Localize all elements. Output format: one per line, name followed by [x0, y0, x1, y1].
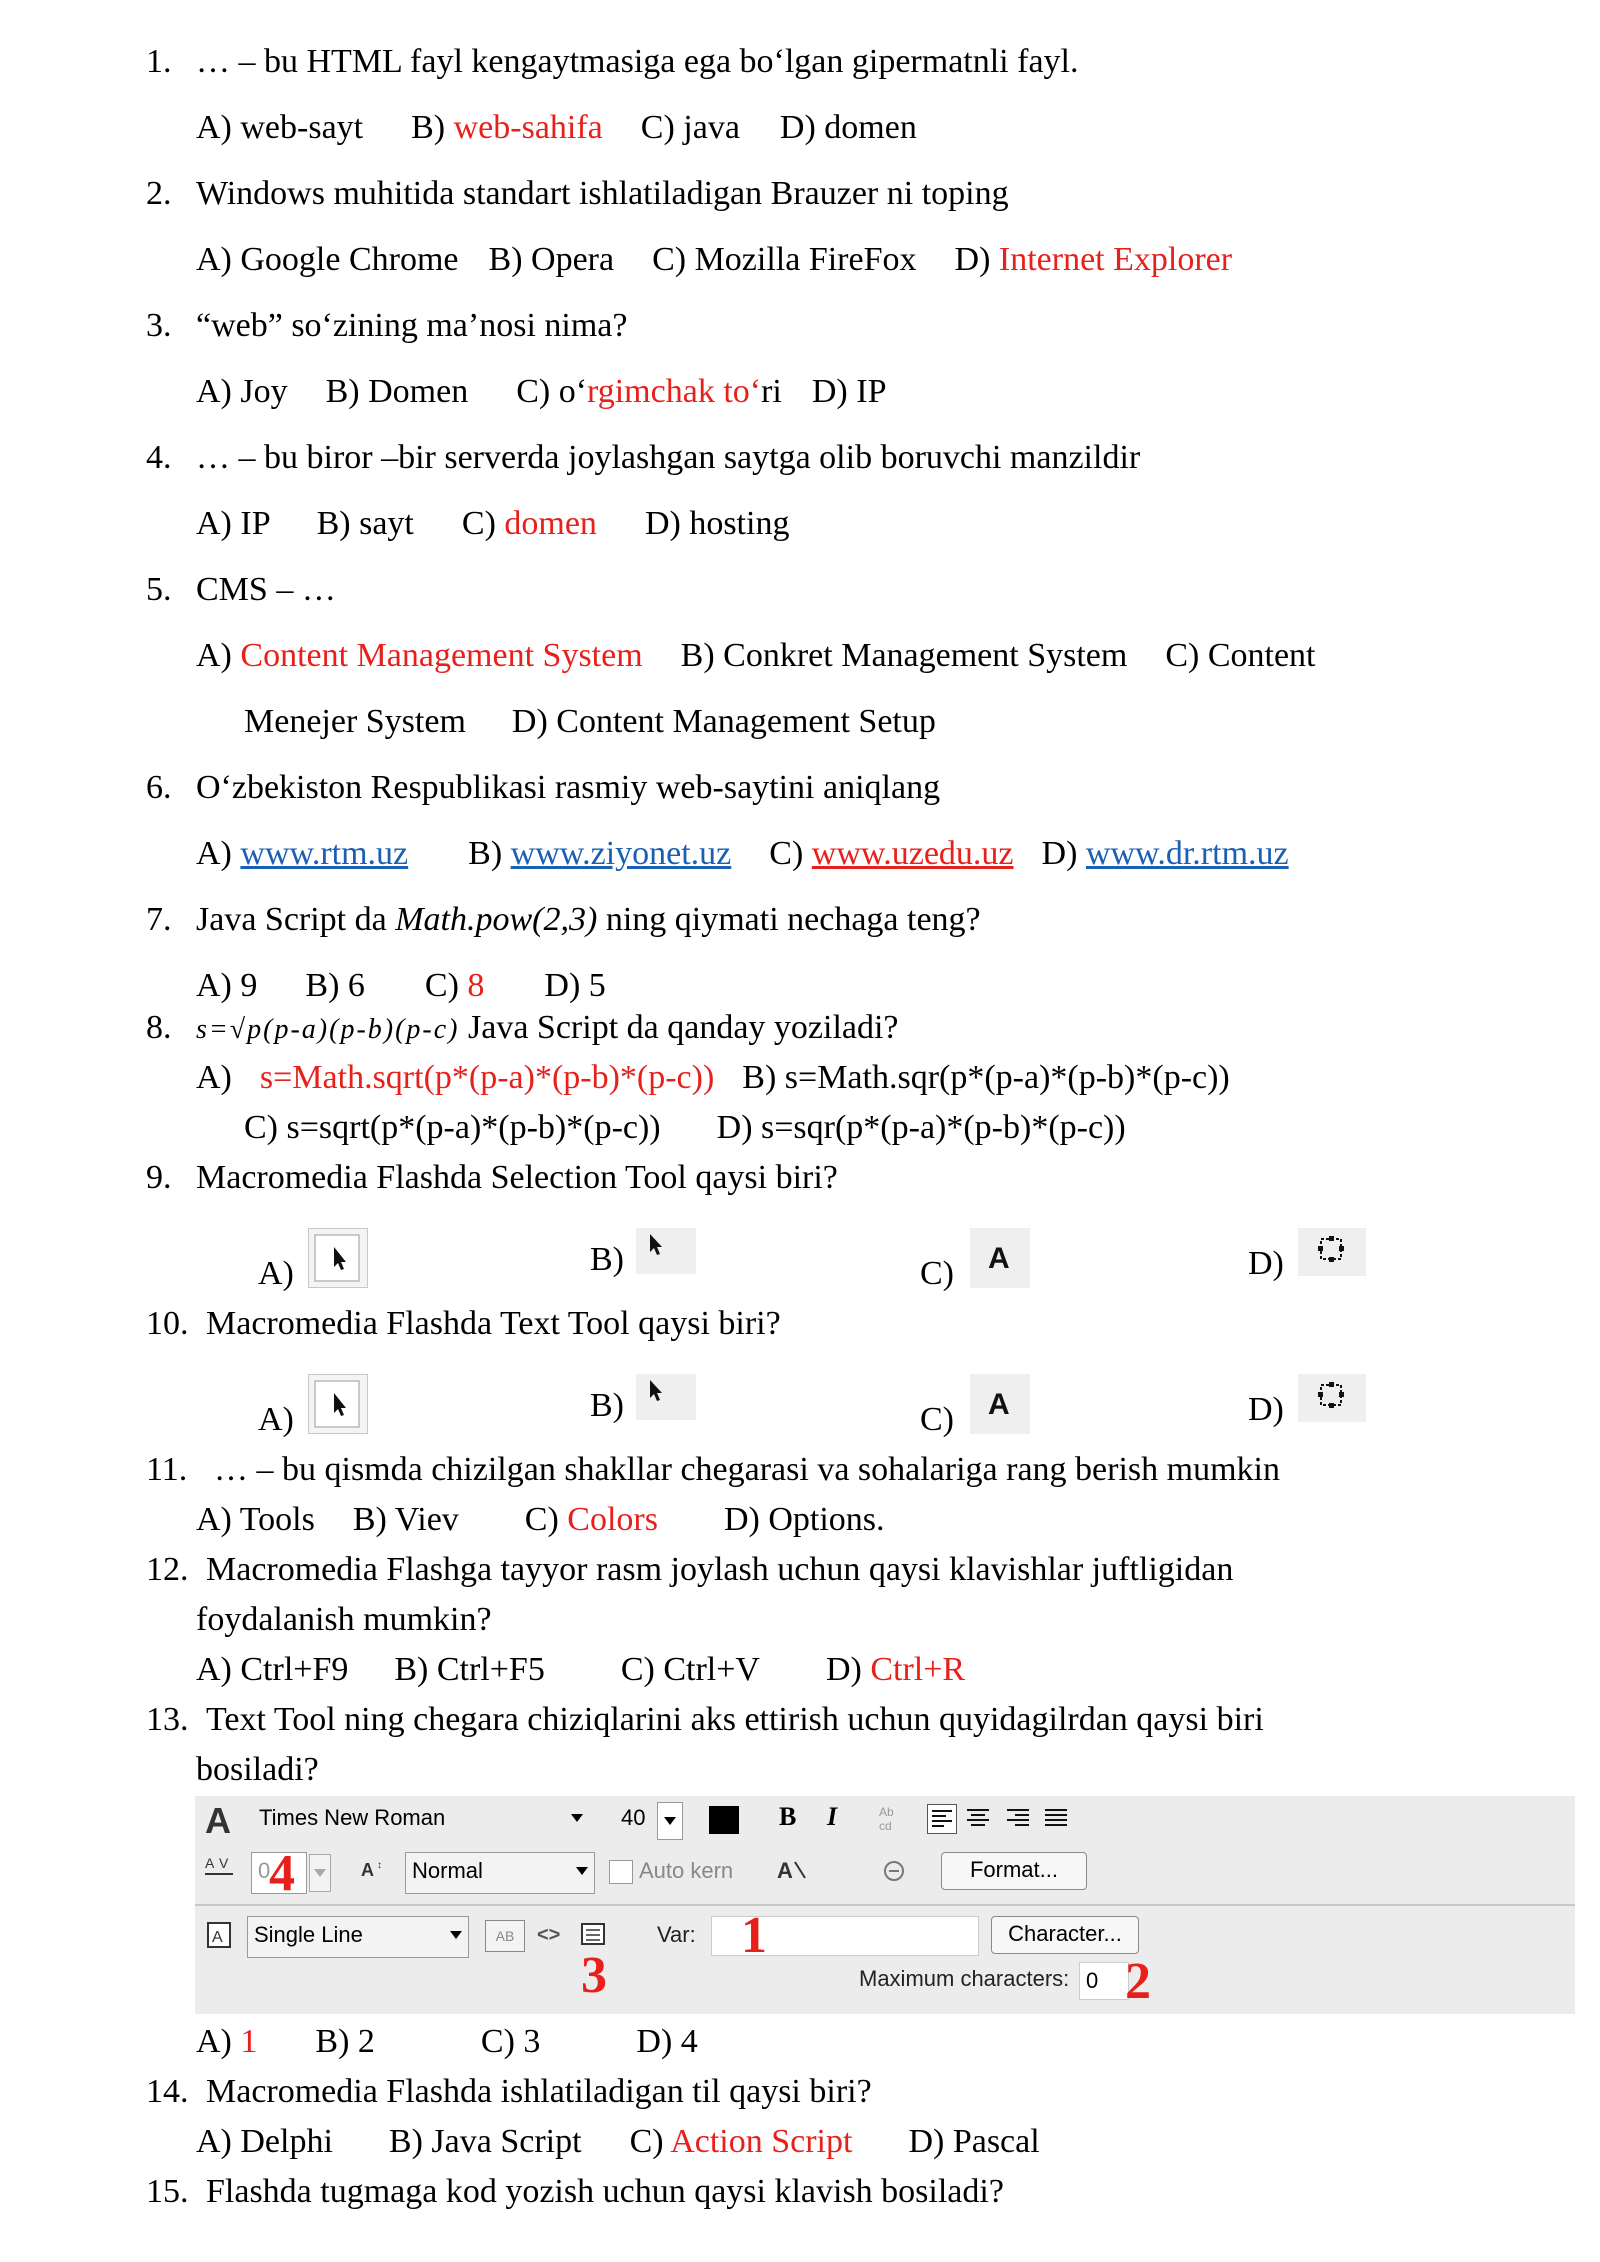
selection-tool-icon[interactable]	[636, 1228, 696, 1274]
justify-icon[interactable]	[1041, 1804, 1071, 1834]
question-number: 6.	[146, 769, 172, 806]
question-7	[146, 898, 981, 942]
question-5	[146, 568, 336, 612]
align-right-icon[interactable]	[1003, 1804, 1033, 1834]
max-characters-label: Maximum characters:	[859, 1966, 1070, 1991]
option-c-label: C)	[629, 2123, 671, 2160]
character-button[interactable]: Character...	[991, 1916, 1139, 1954]
font-size-value: 40	[621, 1805, 646, 1830]
svg-text:A: A	[988, 1242, 1010, 1275]
option-c: C)	[920, 1401, 954, 1438]
answers-3	[196, 370, 886, 414]
option-c-tail: ri	[761, 373, 782, 410]
auto-kern-checkbox[interactable]	[609, 1860, 633, 1884]
option-b-label: B)	[468, 835, 511, 872]
question-text: Flashda tugmaga kod yozish uchun qaysi klavish bosiladi?	[206, 2173, 1004, 2210]
option-c-correct-link[interactable]: www.uzedu.uz	[811, 835, 1014, 872]
question-text: … – bu HTML fayl kengaytmasiga ega bo‘lgan gipermatnli fayl.	[196, 43, 1079, 80]
option-c: C) java	[640, 109, 740, 146]
option-d: D)	[1248, 1245, 1284, 1282]
option-c-correct: Colors	[567, 1501, 658, 1538]
option-b: B)	[590, 1387, 624, 1424]
letter-spacing-slider-button[interactable]	[309, 1854, 331, 1892]
option-d: D) domen	[779, 109, 917, 146]
free-transform-tool-icon[interactable]	[1298, 1228, 1366, 1276]
option-c: C) s=sqrt(p*(p-a)*(p-b)*(p-c))	[244, 1109, 661, 1146]
letter-spacing-value: 0	[258, 1858, 271, 1883]
option-c: C) 3	[480, 2023, 541, 2060]
option-a: A) Tools	[196, 1501, 315, 1538]
option-c-label: C)	[769, 835, 812, 872]
option-d-label: D)	[1041, 835, 1086, 872]
question-1	[146, 40, 1079, 84]
question-number: 10.	[146, 1305, 189, 1342]
format-button[interactable]: Format...	[941, 1852, 1087, 1890]
question-number: 12.	[146, 1551, 189, 1588]
option-c: C) Mozilla FireFox	[652, 241, 917, 278]
option-c-correct: 8	[467, 967, 485, 1004]
svg-text:↕: ↕	[377, 1860, 382, 1871]
question-text: Text Tool ning chegara chiziqlarini aks ettirish uchun quyidagilrdan qaysi biri	[206, 1701, 1264, 1738]
option-d-label: D)	[825, 1651, 871, 1688]
character-position-select[interactable]	[405, 1852, 595, 1894]
marker-2: 2	[1125, 1953, 1151, 2010]
answers-8-cont	[244, 1106, 1126, 1150]
selection-tool-icon[interactable]	[636, 1374, 696, 1420]
text-tool-icon[interactable]	[970, 1374, 1030, 1434]
answers-6	[196, 832, 1289, 876]
character-position-icon	[359, 1854, 393, 1888]
answers-13	[196, 2020, 698, 2064]
text-color-swatch[interactable]	[709, 1806, 739, 1834]
option-a: A) Delphi	[196, 2123, 333, 2160]
free-transform-tool-icon[interactable]	[1298, 1374, 1366, 1422]
marker-1: 1	[741, 1907, 767, 1964]
question-3	[146, 304, 627, 348]
question-4	[146, 436, 1140, 480]
question-number: 3.	[146, 307, 172, 344]
option-c-label: C)	[461, 505, 505, 542]
align-center-icon[interactable]	[963, 1804, 993, 1834]
option-a-label: A)	[196, 835, 241, 872]
question-number: 15.	[146, 2173, 189, 2210]
option-c-label: C) o‘	[516, 373, 588, 410]
option-c-cont: Menejer System	[244, 703, 466, 740]
answers-14	[196, 2120, 1040, 2164]
option-a: A) Google Chrome	[196, 241, 459, 278]
svg-text:A: A	[205, 1855, 215, 1871]
answers-4	[196, 502, 789, 546]
question-14	[146, 2070, 872, 2114]
option-d: D) s=sqr(p*(p-a)*(p-b)*(p-c))	[716, 1109, 1126, 1146]
font-family-select[interactable]	[253, 1800, 589, 1840]
option-c-label: C)	[424, 967, 468, 1004]
question-number: 7.	[146, 901, 172, 938]
option-a: A) 9	[196, 967, 258, 1004]
option-a-label: A)	[196, 2023, 241, 2060]
option-b: B) 6	[305, 967, 365, 1004]
question-13	[146, 1698, 1264, 1742]
option-a: A) web-sayt	[196, 109, 364, 146]
question-2	[146, 172, 1009, 216]
text-direction-icon[interactable]	[877, 1802, 907, 1834]
option-b: B) Domen	[325, 373, 469, 410]
option-b: B) sayt	[316, 505, 414, 542]
option-c: C) Ctrl+V	[620, 1651, 760, 1688]
question-text: … – bu qismda chizilgan shakllar chegarasi va sohalariga rang berish mumkin	[214, 1451, 1280, 1488]
option-d: D) Options.	[723, 1501, 885, 1538]
svg-text:A: A	[361, 1860, 374, 1880]
option-d: D) 4	[636, 2023, 698, 2060]
question-text: Java Script da	[196, 901, 396, 938]
selectable-button[interactable]	[485, 1920, 525, 1952]
option-b: B) Java Script	[388, 2123, 582, 2160]
option-a-correct: s=Math.sqrt(p*(p-a)*(p-b)*(p-c))	[259, 1059, 715, 1096]
question-text: “web” so‘zining ma’nosi nima?	[196, 307, 628, 344]
anti-alias-icon[interactable]	[775, 1854, 811, 1888]
option-a: A) IP	[196, 505, 271, 542]
option-d-correct: Internet Explorer	[998, 241, 1233, 278]
svg-text:V: V	[219, 1855, 229, 1871]
selection-tool-pressed-icon[interactable]	[308, 1374, 368, 1434]
option-d-link[interactable]: www.dr.rtm.uz	[1085, 835, 1289, 872]
text-type-icon	[205, 1920, 233, 1950]
bold-button[interactable]: B	[779, 1802, 797, 1831]
option-c-correct: domen	[504, 505, 597, 542]
option-a-correct: Content Management System	[240, 637, 643, 674]
question-number: 8.	[146, 1009, 172, 1046]
question-11	[146, 1448, 1280, 1492]
option-d: D) 5	[544, 967, 606, 1004]
svg-text:Ab: Ab	[879, 1805, 894, 1819]
option-d: D)	[1248, 1391, 1284, 1428]
font-family-value: Times New Roman	[259, 1805, 446, 1830]
option-b: B) Opera	[488, 241, 615, 278]
marker-3: 3	[581, 1947, 607, 2004]
svg-text:A: A	[212, 1929, 223, 1946]
panel-separator	[195, 1904, 1575, 1906]
question-text: Macromedia Flashda ishlatiladigan til qaysi biri?	[206, 2073, 872, 2110]
svg-text:A: A	[988, 1388, 1010, 1421]
max-characters-field[interactable]	[1079, 1962, 1129, 2000]
question-text: O‘zbekiston Respublikasi rasmiy web-saytini aniqlang	[196, 769, 941, 806]
question-number: 2.	[146, 175, 172, 212]
question-15	[146, 2170, 1004, 2214]
character-position-value: Normal	[412, 1858, 483, 1883]
question-number: 5.	[146, 571, 172, 608]
option-a: A)	[258, 1255, 294, 1292]
option-c-correct: rgimchak to‘	[587, 373, 762, 410]
text-tool-glyph-icon: A	[205, 1800, 231, 1841]
selection-tool-pressed-icon[interactable]	[308, 1228, 368, 1288]
question-text-tail: ning qiymati nechaga teng?	[597, 901, 981, 938]
link-icon[interactable]	[879, 1856, 909, 1886]
option-b: B) 2	[315, 2023, 375, 2060]
option-d-correct: Ctrl+R	[870, 1651, 966, 1688]
var-label: Var:	[657, 1922, 696, 1947]
option-a: A) Joy	[196, 373, 288, 410]
question-text-cont: foydalanish mumkin?	[196, 1601, 492, 1638]
question-text: Windows muhitida standart ishlatiladigan Brauzer ni toping	[196, 175, 1009, 212]
question-text: Macromedia Flashda Selection Tool qaysi biri?	[196, 1159, 838, 1196]
question-number: 13.	[146, 1701, 189, 1738]
question-text: CMS – …	[196, 571, 336, 608]
question-text: … – bu biror –bir serverda joylashgan saytga olib boruvchi manzildir	[196, 439, 1141, 476]
letter-spacing-icon	[203, 1852, 237, 1886]
question-text: Java Script da qanday yoziladi?	[459, 1009, 899, 1046]
answers-5	[196, 634, 1316, 678]
question-code: Math.pow(2,3)	[395, 901, 598, 938]
selectable-label: AB	[495, 1928, 515, 1944]
option-b-correct: web-sahifa	[453, 109, 603, 146]
show-border-icon[interactable]	[579, 1920, 607, 1950]
text-tool-icon[interactable]	[970, 1228, 1030, 1288]
render-as-html-button[interactable]: <>	[537, 1924, 561, 1946]
option-a-correct: 1	[240, 2023, 258, 2060]
marker-4: 4	[269, 1845, 295, 1902]
answers-12	[196, 1648, 965, 1692]
option-d: D) IP	[811, 373, 887, 410]
option-c: C)	[920, 1255, 954, 1292]
italic-button[interactable]: I	[827, 1802, 838, 1831]
option-d-label: D)	[954, 241, 999, 278]
option-b: B) s=Math.sqr(p*(p-a)*(p-b)*(p-c))	[742, 1059, 1230, 1096]
question-number: 9.	[146, 1159, 172, 1196]
svg-text:cd: cd	[879, 1819, 892, 1833]
option-b: B)	[590, 1241, 624, 1278]
option-b: B) Conkret Management System	[680, 637, 1128, 674]
font-size-field[interactable]	[615, 1800, 655, 1840]
option-c-label: C)	[524, 1501, 568, 1538]
question-9	[146, 1156, 838, 1200]
answers-11	[196, 1498, 885, 1542]
max-characters-value: 0	[1086, 1968, 1099, 1993]
formula: s=√p(p-a)(p-b)(p-c)	[196, 1014, 460, 1045]
line-type-select[interactable]	[247, 1916, 469, 1958]
option-c-correct: Action Script	[670, 2123, 853, 2160]
answers-8	[196, 1056, 1230, 1100]
answers-2	[196, 238, 1232, 282]
line-type-value: Single Line	[254, 1922, 363, 1947]
option-a: A) Ctrl+F9	[196, 1651, 349, 1688]
option-a-label: A)	[196, 1059, 232, 1096]
question-number: 4.	[146, 439, 172, 476]
question-12	[146, 1548, 1233, 1592]
question-8	[146, 1006, 899, 1052]
answers-5-cont	[244, 700, 936, 744]
font-size-slider-button[interactable]	[657, 1802, 683, 1840]
option-a: A)	[258, 1401, 294, 1438]
question-text-cont: bosiladi?	[196, 1751, 319, 1788]
question-10	[146, 1302, 781, 1346]
auto-kern-label: Auto kern	[639, 1858, 734, 1883]
question-text: Macromedia Flashda Text Tool qaysi biri?	[206, 1305, 781, 1342]
question-text: Macromedia Flashga tayyor rasm joylash uchun qaysi klavishlar juftligidan	[206, 1551, 1234, 1588]
question-6	[146, 766, 940, 810]
option-b-label: B)	[411, 109, 454, 146]
text-properties-panel	[195, 1796, 1575, 2014]
svg-text:A: A	[777, 1858, 793, 1883]
answers-1	[196, 106, 917, 150]
option-d: D) hosting	[644, 505, 790, 542]
align-left-icon[interactable]	[927, 1804, 957, 1834]
answers-7	[196, 964, 606, 1008]
option-b-link[interactable]: www.ziyonet.uz	[510, 835, 732, 872]
option-c: C) Content	[1165, 637, 1316, 674]
option-d: D) Content Management Setup	[511, 703, 936, 740]
question-number: 1.	[146, 43, 172, 80]
option-b: B) Viev	[352, 1501, 459, 1538]
option-b: B) Ctrl+F5	[394, 1651, 545, 1688]
option-a-label: A)	[196, 637, 241, 674]
question-number: 14.	[146, 2073, 189, 2110]
option-d: D) Pascal	[908, 2123, 1040, 2160]
question-number: 11.	[146, 1451, 188, 1488]
option-a-link[interactable]: www.rtm.uz	[240, 835, 409, 872]
